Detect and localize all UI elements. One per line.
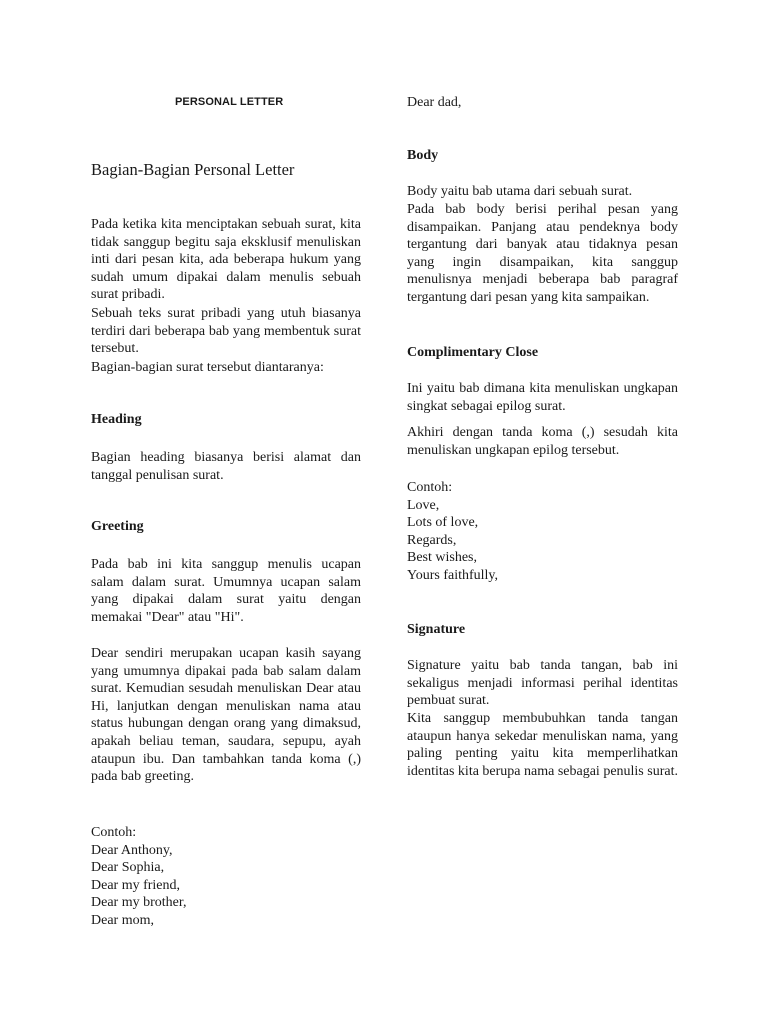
greeting-paragraph-2: Dear sendiri merupakan ucapan kasih sayang yang umumnya dipakai pada bab salam dalam surat. Kemudian sesudah menuliskan Dear atau Hi, lanjutkan dengan menuliskan nama atau status hubungan dengan orang yang dimaksud, apakah beliau teman, saudara, sepupu, ayah ataupun ibu. Dan tambahkan tanda koma (,) pada bab greeting. [91,646,361,785]
example-label: Contoh: [91,825,137,840]
example-item: Dear mom, [91,912,154,928]
intro-paragraph-1: Pada ketika kita menciptakan sebuah surat, kita tidak sanggup begitu saja eksklusif menuliskan inti dari pesan kita, ada beberapa hukum yang sudah umum dipakai dalam menulis sebuah surat pribadi. [91,217,361,303]
close-examples [407,479,678,585]
complimentary-close-title: Complimentary Close [407,345,539,360]
body-section-title: Body [407,148,439,163]
close-paragraph-1: Ini yaitu bab dimana kita menuliskan ungkapan singkat sebagai epilog surat. [407,381,678,414]
dear-dad-line: Dear dad, [407,95,462,110]
example-item: Dear my friend, [91,877,181,893]
example-item: Lots of love, [407,515,479,531]
body-paragraph-2: Pada bab body berisi perihal pesan yang disampaikan. Panjang atau pendeknya body tergantung dari banyak atau tidaknya pesan yang ingin disampaikan, kita sanggup menulisnya menjadi beberapa bab paragraf tergantung dari pesan yang kita sampaikan. [407,202,678,305]
example-item: Dear Sophia, [91,860,165,876]
example-item: Dear my brother, [91,895,187,911]
signature-paragraph-1: Signature yaitu bab tanda tangan, bab ini sekaligus menjadi informasi perihal identitas pembuat surat. [407,658,678,709]
example-item: Regards, [407,532,457,548]
heading-section-title: Heading [91,412,142,427]
example-item: Dear Anthony, [91,842,173,858]
example-item: Yours faithfully, [407,567,499,583]
signature-paragraph-2: Kita sanggup membubuhkan tanda tangan ataupun hanya sekedar menuliskan nama, yang paling penting yaitu kita memperlihatkan identitas kita berupa nama sebagai penulis surat. [407,711,678,779]
example-item: Love, [407,497,440,513]
signature-section-title: Signature [407,622,466,637]
intro-paragraph-2: Sebuah teks surat pribadi yang utuh biasanya terdiri dari beberapa bab yang membentuk surat tersebut. [91,306,361,357]
greeting-section-title: Greeting [91,519,144,534]
main-heading: Bagian-Bagian Personal Letter [91,160,295,179]
example-label: Contoh: [407,480,453,495]
intro-paragraph-3: Bagian-bagian surat tersebut diantaranya: [91,360,324,375]
heading-section-text: Bagian heading biasanya berisi alamat dan tanggal penulisan surat. [91,450,361,483]
body-paragraph-1: Body yaitu bab utama dari sebuah surat. [407,184,633,199]
close-paragraph-2: Akhiri dengan tanda koma (,) sesudah kita menuliskan ungkapan epilog tersebut. [407,425,678,458]
document-title: PERSONAL LETTER [175,96,284,108]
greeting-paragraph-1: Pada bab ini kita sanggup menulis ucapan salam dalam surat. Umumnya ucapan salam yang dipakai dalam surat yaitu dengan memakai "Dear" atau "Hi". [91,557,361,625]
example-item: Best wishes, [407,550,477,566]
greeting-examples [91,824,361,930]
